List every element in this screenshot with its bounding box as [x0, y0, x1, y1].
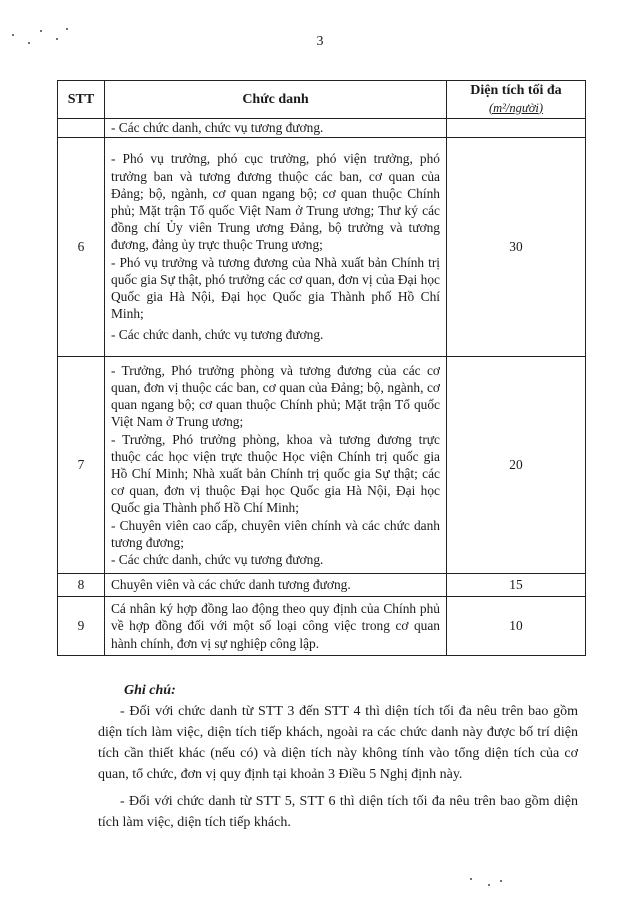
row-chuc-danh: Cá nhân ký hợp đồng lao động theo quy định của Chính phủ về hợp đồng đối với một số loại công việc trong cơ quan hành chính, đơn vị sự nghiệp công lập.	[105, 597, 447, 656]
notes-title: Ghi chú:	[124, 683, 176, 698]
list-item: - Các chức danh, chức vụ tương đương.	[111, 327, 324, 343]
table-header-row	[58, 81, 586, 119]
list-item: - Phó vụ trưởng, phó cục trưởng, phó viện trưởng, phó trưởng ban và tương đương thuộc các ban, cơ quan của Đảng; bộ, ngành, cơ quan ngang bộ; cơ quan thuộc Chính phủ; Mặt trận Tổ quốc Việt Nam ở Trung ương; Thư ký các đồng chí Ủy viên Trung ương Đảng, bộ trưởng và tương đương, đảng ủy trực thuộc Trung ương;	[111, 151, 440, 253]
row-dien-tich: 15	[447, 574, 586, 597]
row-dien-tich: 10	[447, 597, 586, 656]
list-item: - Phó vụ trưởng và tương đương của Nhà xuất bản Chính trị quốc gia Sự thật, phó trưởng các cơ quan, đơn vị của Đại học Quốc gia Hà Nội, Đại học Quốc gia Thành phố Hồ Chí Minh;	[111, 254, 440, 322]
list-item: - Các chức danh, chức vụ tương đương.	[111, 552, 324, 568]
table-row	[58, 574, 586, 597]
continuation-text: - Các chức danh, chức vụ tương đương.	[105, 119, 447, 138]
header-dien-tich-label: Diện tích tối đa	[470, 83, 562, 99]
note-paragraph: - Đối với chức danh từ STT 5, STT 6 thì diện tích tối đa nêu trên bao gồm diện tích làm việc, diện tích tiếp khách.	[98, 794, 578, 830]
note-paragraph: - Đối với chức danh từ STT 3 đến STT 4 thì diện tích tối đa nêu trên bao gồm diện tích làm việc, diện tích tiếp khách, ngoài ra các chức danh này được bố trí diện tích cần thiết khác (nếu có) và diện tích này không tính vào tổng diện tích của cơ quan, tổ chức, đơn vị quy định tại khoản 3 Điều 5 Nghị định này.	[98, 704, 578, 782]
header-unit: (m²/người)	[488, 100, 544, 115]
area-norms-table	[57, 80, 586, 656]
list-item: - Trưởng, Phó trưởng phòng và tương đương của các cơ quan, đơn vị thuộc các ban, cơ quan của Đảng; bộ, ngành, cơ quan ngang bộ; cơ quan thuộc Chính phủ; Mặt trận Tổ quốc Việt Nam ở Trung ương;	[111, 362, 440, 430]
page-number: 3	[316, 34, 324, 49]
row-stt: 6	[58, 138, 105, 357]
list-item: - Chuyên viên cao cấp, chuyên viên chính và các chức danh tương đương;	[111, 517, 440, 550]
row-chuc-danh	[105, 138, 447, 357]
list-item: - Trưởng, Phó trưởng phòng, khoa và tương đương trực thuộc các học viện trực thuộc Học viện Chính trị quốc gia Hồ Chí Minh; Nhà xuất bản Chính trị quốc gia Sự thật; các cơ quan, đơn vị thuộc Đại học Quốc gia Hà Nội, Đại học Quốc gia Thành phố Hồ Chí Minh;	[111, 431, 440, 516]
row-dien-tich: 20	[447, 357, 586, 574]
table-row-continuation	[58, 119, 586, 138]
table-row	[58, 138, 586, 357]
row-stt: 8	[58, 574, 105, 597]
notes-section	[98, 680, 578, 839]
table-row	[58, 357, 586, 574]
table-row	[58, 597, 586, 656]
header-chuc-danh: Chức danh	[105, 81, 447, 119]
row-chuc-danh	[105, 357, 447, 574]
header-dien-tich	[447, 81, 586, 119]
row-stt: 9	[58, 597, 105, 656]
row-dien-tich: 30	[447, 138, 586, 357]
row-stt: 7	[58, 357, 105, 574]
header-stt: STT	[58, 81, 105, 119]
row-chuc-danh: Chuyên viên và các chức danh tương đương.	[105, 574, 447, 597]
